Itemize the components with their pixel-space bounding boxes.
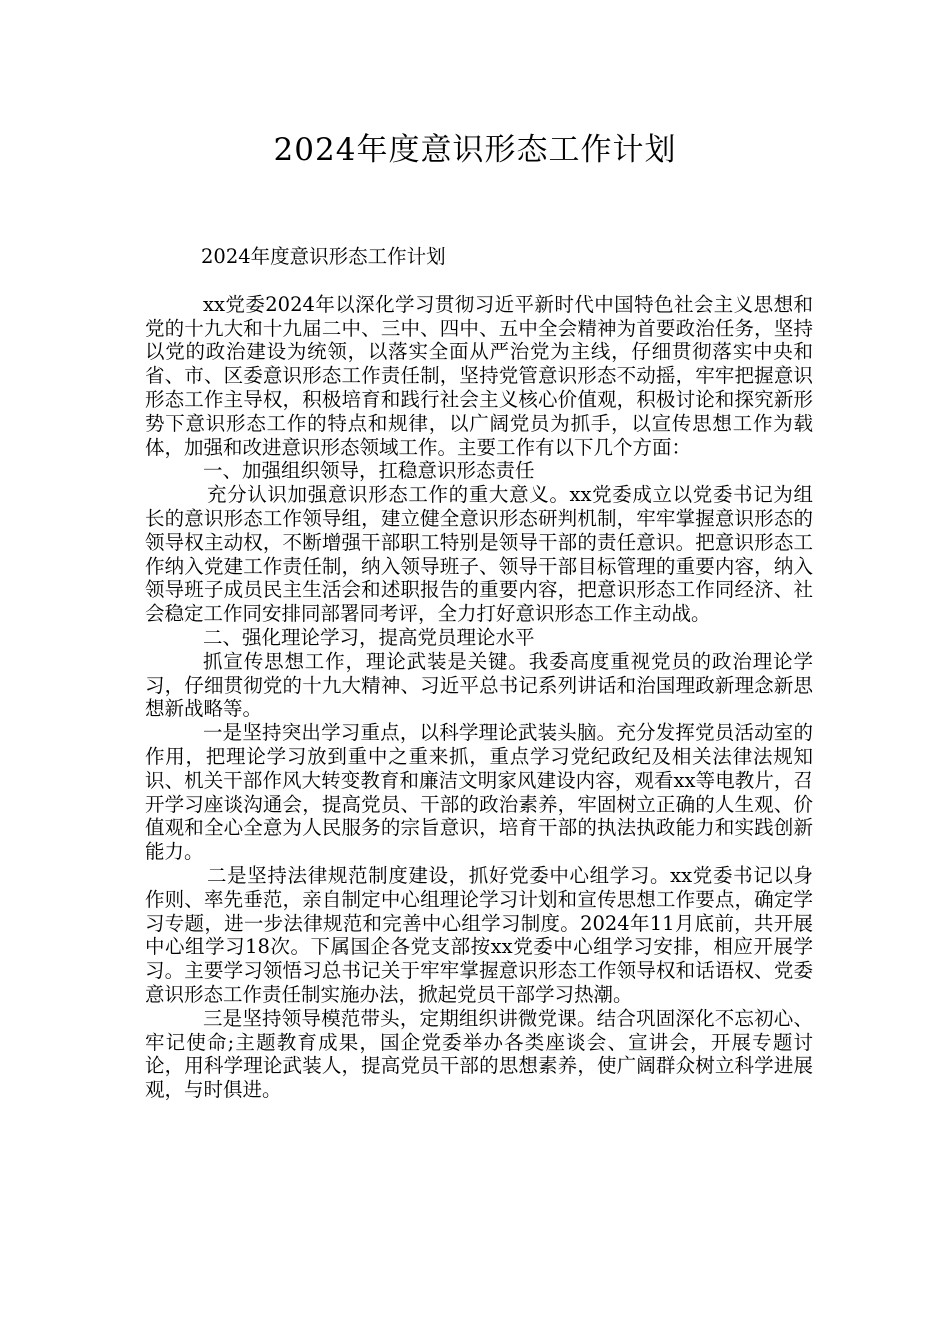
paragraph-section-1: 充分认识加强意识形态工作的重大意义。xx党委成立以党委书记为组长的意识形态工作领导组，建立健全意识形态研判机制，牢牢掌握意识形态的领导权主动权，不断增强干部职工特别是领导干部的责任意识。把意识形态工作纳入党建工作责任制，纳入领导班子、领导干部目标管理的重要内容，纳入领导班子成员民主生活会和述职报告的重要内容，把意识形态工作同经济、社会稳定工作同安排同部署同考评，全力打好意识形态工作主动战。	[145, 483, 813, 626]
document-subtitle: 2024年度意识形态工作计划	[201, 245, 446, 268]
paragraph-point-1: 一是坚持突出学习重点，以科学理论武装头脑。充分发挥党员活动室的作用，把理论学习放到重中之重来抓，重点学习党纪政纪及相关法律法规知识、机关干部作风大转变教育和廉洁文明家风建设内容，观看xx等电教片，召开学习座谈沟通会，提高党员、干部的政治素养，牢固树立正确的人生观、价值观和全心全意为人民服务的宗旨意识，培育干部的执法执政能力和实践创新能力。	[145, 721, 813, 864]
paragraph-intro: xx党委2024年以深化学习贯彻习近平新时代中国特色社会主义思想和党的十九大和十九届二中、三中、四中、五中全会精神为首要政治任务，坚持以党的政治建设为统领，以落实全面从严治党为主线，仔细贯彻落实中央和省、市、区委意识形态工作责任制，坚持党管意识形态不动摇，牢牢把握意识形态工作主导权，积极培育和践行社会主义核心价值观，积极讨论和探究新形势下意识形态工作的特点和规律，以广阔党员为抓手，以宣传思想工作为载体，加强和改进意识形态领域工作。主要工作有以下几个方面：	[145, 292, 813, 459]
paragraph-point-2: 二是坚持法律规范制度建设，抓好党委中心组学习。xx党委书记以身作则、率先垂范，亲自制定中心组理论学习计划和宣传思想工作要点，确定学习专题，进一步法律规范和完善中心组学习制度。2024年11月底前，共开展中心组学习18次。下属国企各党支部按xx党委中心组学习安排，相应开展学习。主要学习领悟习总书记关于牢牢掌握意识形态工作领导权和话语权、党委意识形态工作责任制实施办法，掀起党员干部学习热潮。	[145, 863, 813, 1006]
document-body	[145, 245, 813, 1102]
paragraph-section-2: 抓宣传思想工作，理论武装是关键。我委高度重视党员的政治理论学习，仔细贯彻党的十九大精神、习近平总书记系列讲话和治国理政新理念新思想新战略等。	[145, 649, 813, 721]
paragraph-point-3: 三是坚持领导模范带头，定期组织讲微党课。结合巩固深化不忘初心、牢记使命;主题教育成果，国企党委举办各类座谈会、宣讲会，开展专题讨论，用科学理论武装人，提高党员干部的思想素养，使广阔群众树立科学进展观，与时俱进。	[145, 1006, 813, 1102]
section-heading-2: 二、强化理论学习，提高党员理论水平	[203, 625, 535, 649]
document-title: 2024年度意识形态工作计划	[273, 132, 677, 168]
section-heading-1: 一、加强组织领导，扛稳意识形态责任	[203, 459, 535, 483]
